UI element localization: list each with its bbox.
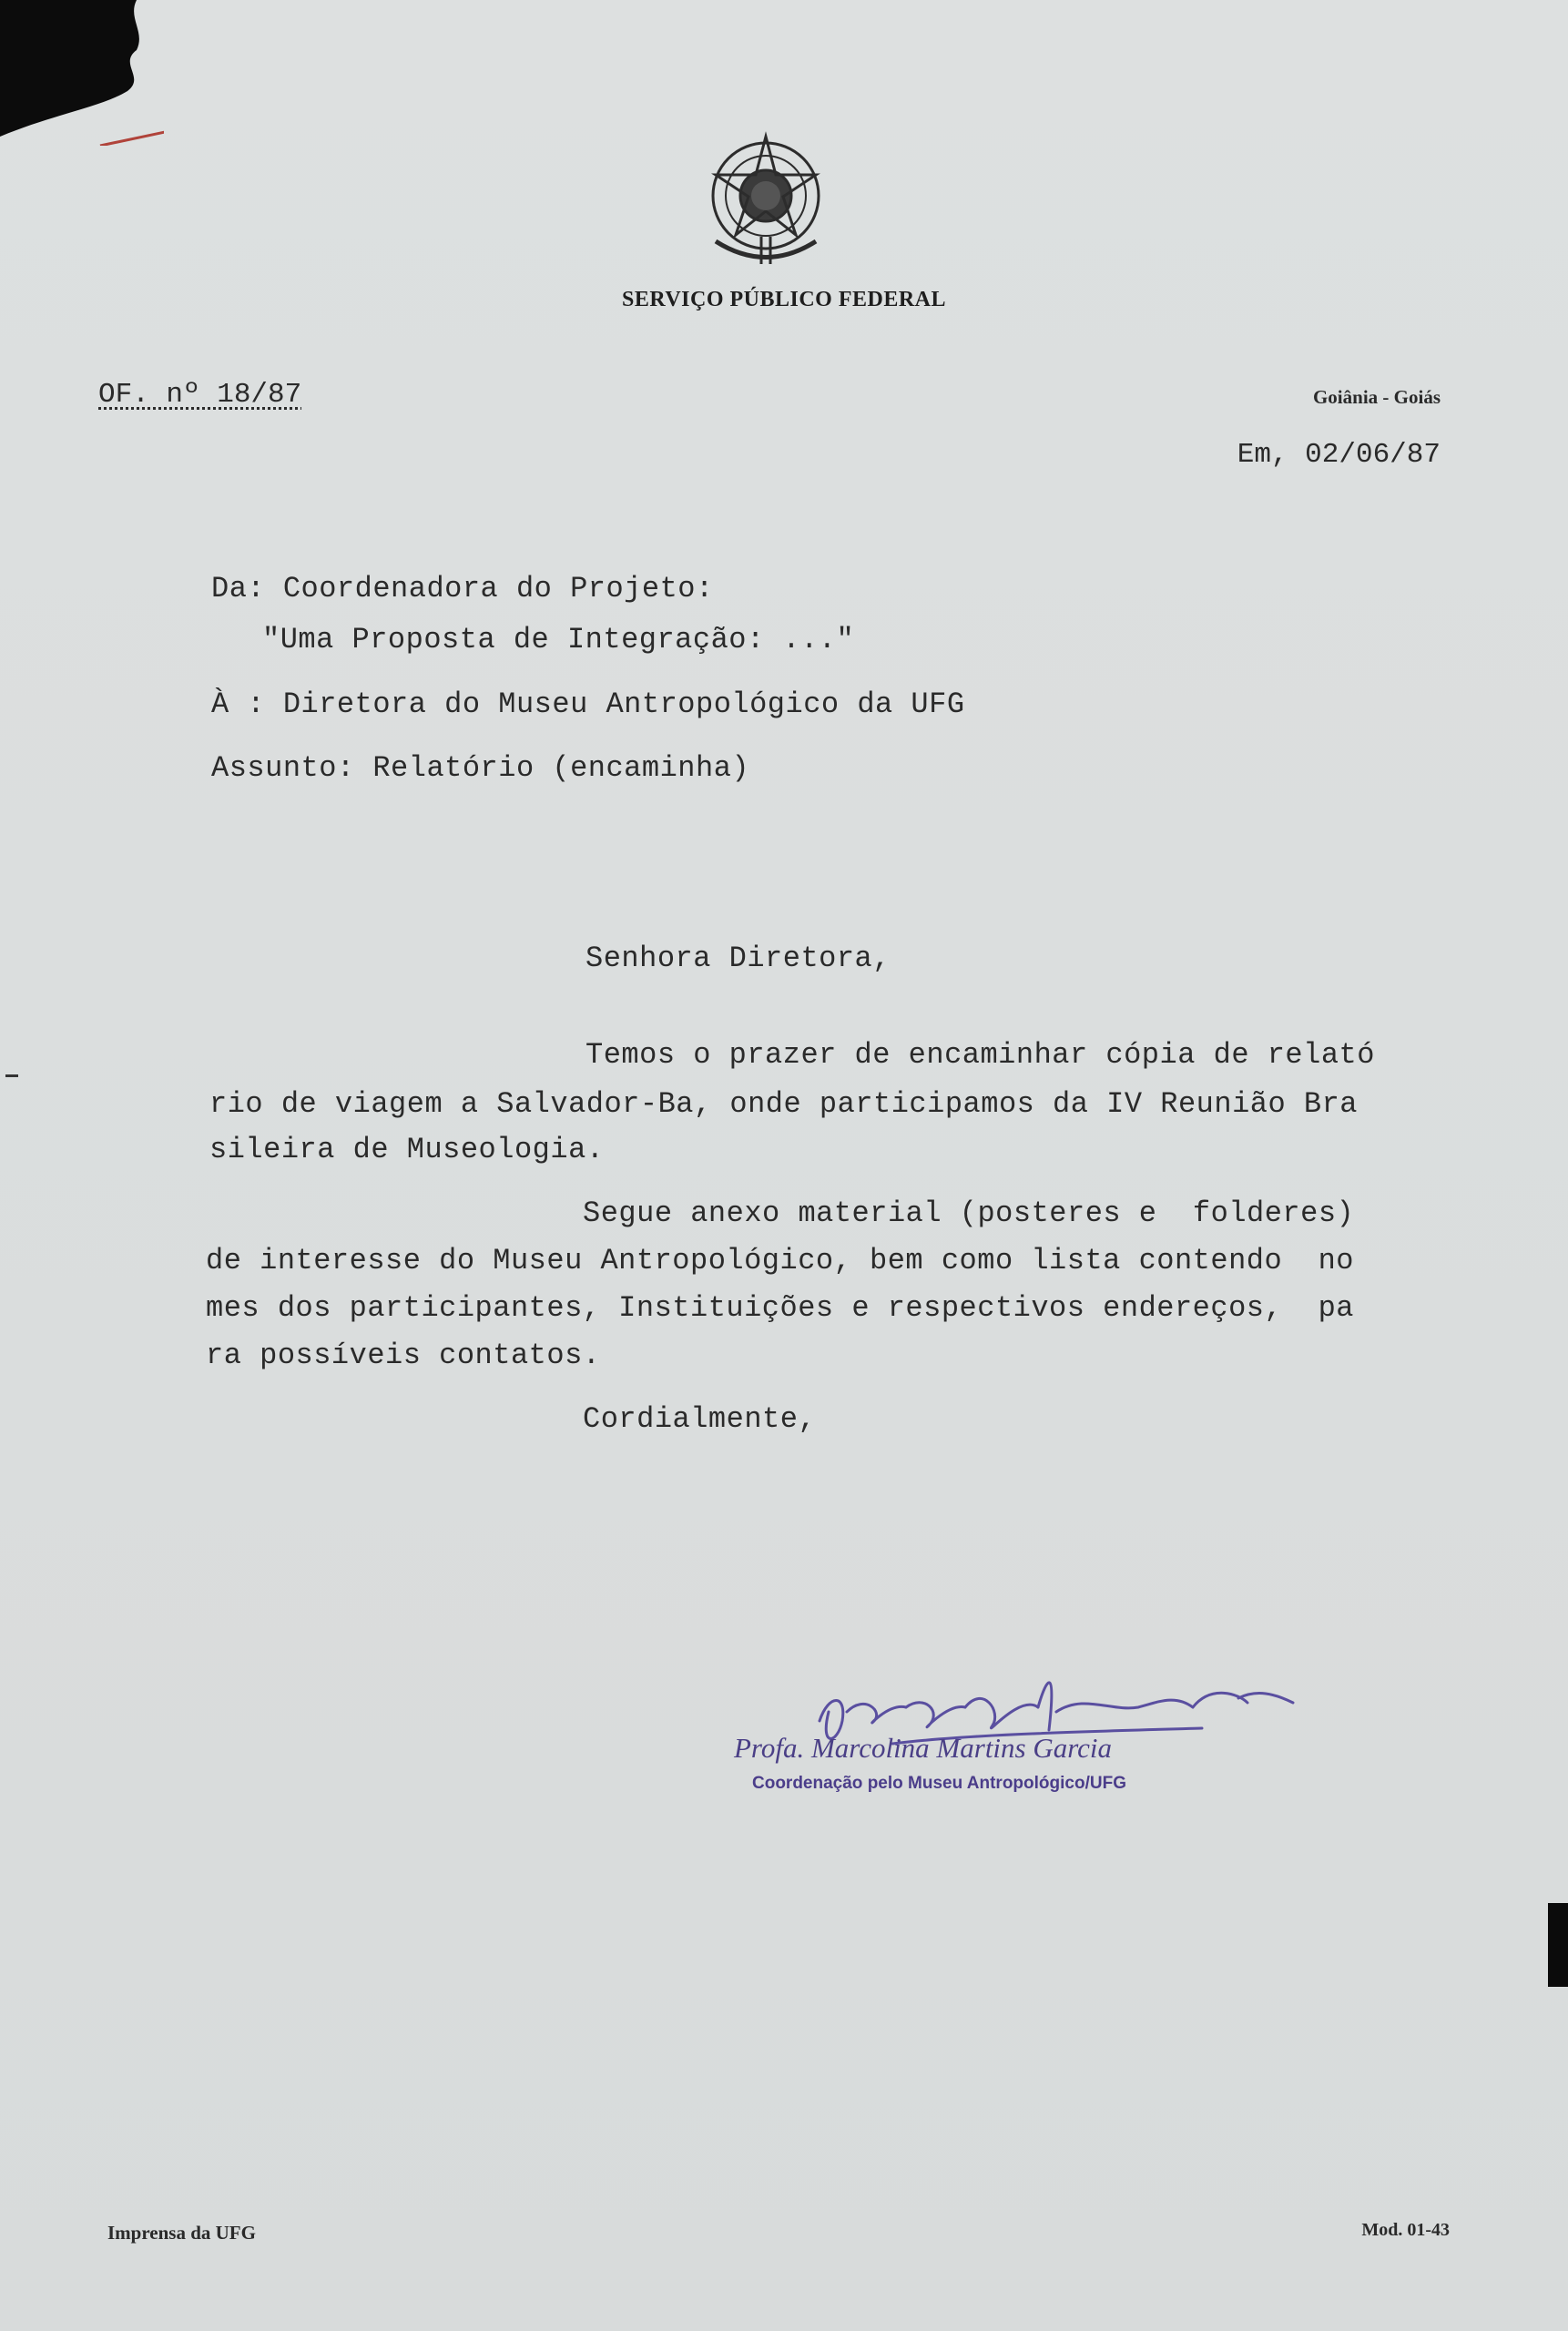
signatory-stamp: Coordenação pelo Museu Antropológico/UFG [752, 1774, 1126, 1793]
paragraph-1-line-2: rio de viagem a Salvador-Ba, onde participamos da IV Reunião Bra [209, 1087, 1358, 1121]
edge-mark [1548, 1903, 1568, 1987]
paragraph-2-line-3: mes dos participantes, Instituições e respectivos endereços, pa [206, 1291, 1354, 1325]
paragraph-2-line-4: ra possíveis contatos. [206, 1339, 601, 1372]
oficio-number: OF. nº 18/87 [98, 379, 302, 411]
torn-corner-decoration [0, 0, 164, 146]
paragraph-2-line-2: de interesse do Museu Antropológico, bem como lista contendo no [206, 1244, 1354, 1277]
edge-tick [5, 1074, 18, 1077]
paragraph-1-line-1: Temos o prazer de encaminhar cópia de relató [585, 1038, 1375, 1072]
signatory-name: Profa. Marcolina Martins Garcia [734, 1732, 1113, 1764]
salutation: Senhora Diretora, [585, 942, 891, 975]
footer-printer: Imprensa da UFG [107, 2222, 256, 2244]
closing: Cordialmente, [583, 1402, 817, 1436]
paragraph-2-line-1: Segue anexo material (posteres e folderes) [583, 1196, 1355, 1230]
project-title-line: "Uma Proposta de Integração: ..." [262, 623, 855, 657]
date-line: Em, 02/06/87 [1237, 439, 1441, 471]
city-label: Goiânia - Goiás [1312, 386, 1441, 408]
paragraph-1-line-3: sileira de Museologia. [209, 1133, 605, 1166]
from-line: Da: Coordenadora do Projeto: [211, 572, 714, 606]
footer-model: Mod. 01-43 [1361, 2220, 1450, 2240]
subject-line: Assunto: Relatório (encaminha) [211, 751, 750, 785]
brazil-coat-of-arms-icon [697, 127, 834, 278]
to-line: À : Diretora do Museu Antropológico da UFG [211, 687, 965, 721]
service-heading: SERVIÇO PÚBLICO FEDERAL [621, 288, 947, 311]
